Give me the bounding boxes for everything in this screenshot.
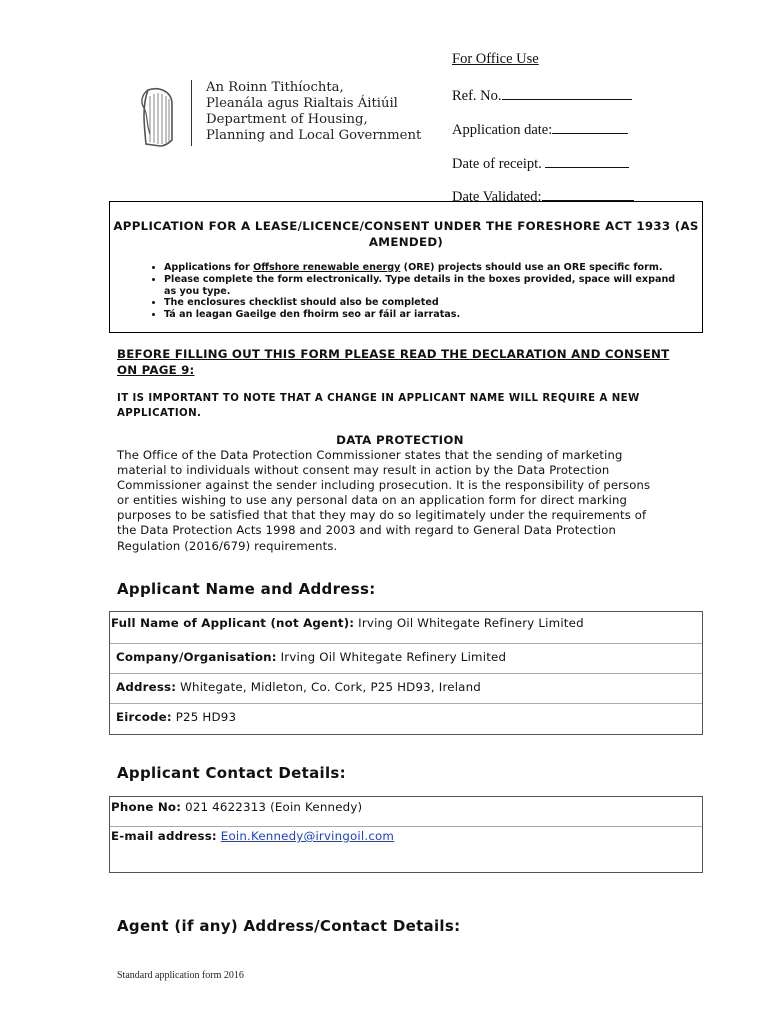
email-link[interactable]: Eoin.Kennedy@irvingoil.com (220, 829, 395, 843)
declaration-notice: BEFORE FILLING OUT THIS FORM PLEASE READ THE DECLARATION AND CONSENT ON PAGE 9: (117, 347, 670, 377)
full-name-value[interactable]: Irving Oil Whitegate Refinery Limited (358, 616, 584, 630)
company-label: Company/Organisation: (116, 650, 277, 664)
address-value[interactable]: Whitegate, Midleton, Co. Cork, P25 HD93, Ireland (180, 680, 481, 694)
form-title: APPLICATION FOR A LEASE/LICENCE/CONSENT UNDER THE FORESHORE ACT 1933 (AS AMENDED) (113, 219, 699, 249)
instruction-item (164, 262, 684, 274)
page-footer: Standard application form 2016 (117, 970, 244, 981)
company-value[interactable]: Irving Oil Whitegate Refinery Limited (280, 650, 507, 664)
office-use-title: For Office Use (452, 51, 539, 67)
instructions-list (124, 262, 684, 321)
eircode-row[interactable] (110, 704, 702, 734)
ref-no-field (452, 85, 632, 105)
instruction-item: • Tá an leagan Gaeilge den fhoirm seo ar fáil ar iarratas. (164, 309, 684, 321)
logo-line-3: Department of Housing, (206, 112, 368, 127)
phone-row[interactable] (110, 797, 702, 827)
application-title-box (109, 201, 703, 333)
logo-line-2: Pleanála agus Rialtais Áitiúil (206, 96, 398, 111)
agent-section-heading: Agent (if any) Address/Contact Details: (117, 917, 461, 935)
date-of-receipt-label: Date of receipt. (452, 156, 542, 172)
full-name-row[interactable] (110, 612, 702, 644)
harp-emblem-icon (138, 84, 178, 148)
full-name-label: Full Name of Applicant (not Agent): (111, 616, 355, 630)
address-row[interactable] (110, 674, 702, 704)
ref-no-line (502, 85, 632, 100)
logo-divider (191, 80, 192, 146)
application-date-field (452, 119, 628, 139)
applicant-section-heading: Applicant Name and Address: (117, 580, 376, 598)
application-date-line (552, 119, 628, 134)
data-protection-body: The Office of the Data Protection Commissioner states that the sending of marketing material to individuals without consent may result in action by the Data Protection Commissioner against the sender including prosecution. It is the responsibility of persons or entities wishing to use any personal data on an application form for direct marking purposes to be satisfied that that they may do so legitimately under the requirements of the Data Protection Acts 1998 and 2003 and with regard to General Data Protection Regulation (2016/679) requirements. (117, 448, 651, 553)
email-label: E-mail address: (111, 829, 217, 843)
instruction-text: Applications for (164, 262, 254, 273)
data-protection-title: DATA PROTECTION (336, 433, 464, 447)
address-label: Address: (116, 680, 177, 694)
date-validated-line (542, 186, 634, 201)
ref-no-label: Ref. No. (452, 88, 502, 104)
phone-value[interactable]: 021 4622313 (Eoin Kennedy) (185, 800, 363, 814)
eircode-label: Eircode: (116, 710, 172, 724)
instruction-item: • Please complete the form electronically. Type details in the boxes provided, space will expand as you type. (164, 274, 684, 298)
instruction-text: (ORE) projects should use an ORE specific form. (400, 262, 663, 273)
application-date-label: Application date: (452, 122, 553, 138)
date-of-receipt-line (545, 153, 629, 168)
ore-link-text: Offshore renewable energy (253, 262, 401, 273)
contact-table (109, 796, 703, 873)
company-row[interactable] (110, 644, 702, 674)
date-of-receipt-field (452, 153, 629, 173)
instruction-item: • The enclosures checklist should also be completed (164, 297, 684, 309)
phone-label: Phone No: (111, 800, 182, 814)
department-logo-text (206, 80, 421, 144)
email-row[interactable] (110, 827, 702, 872)
logo-line-1: An Roinn Tithíochta, (206, 80, 344, 95)
date-validated-label: Date Validated: (452, 189, 542, 205)
name-change-notice: IT IS IMPORTANT TO NOTE THAT A CHANGE IN APPLICANT NAME WILL REQUIRE A NEW APPLICATION. (117, 393, 640, 419)
eircode-value[interactable]: P25 HD93 (175, 710, 237, 724)
contact-section-heading: Applicant Contact Details: (117, 764, 346, 782)
applicant-table (109, 611, 703, 735)
logo-line-4: Planning and Local Government (206, 128, 422, 143)
